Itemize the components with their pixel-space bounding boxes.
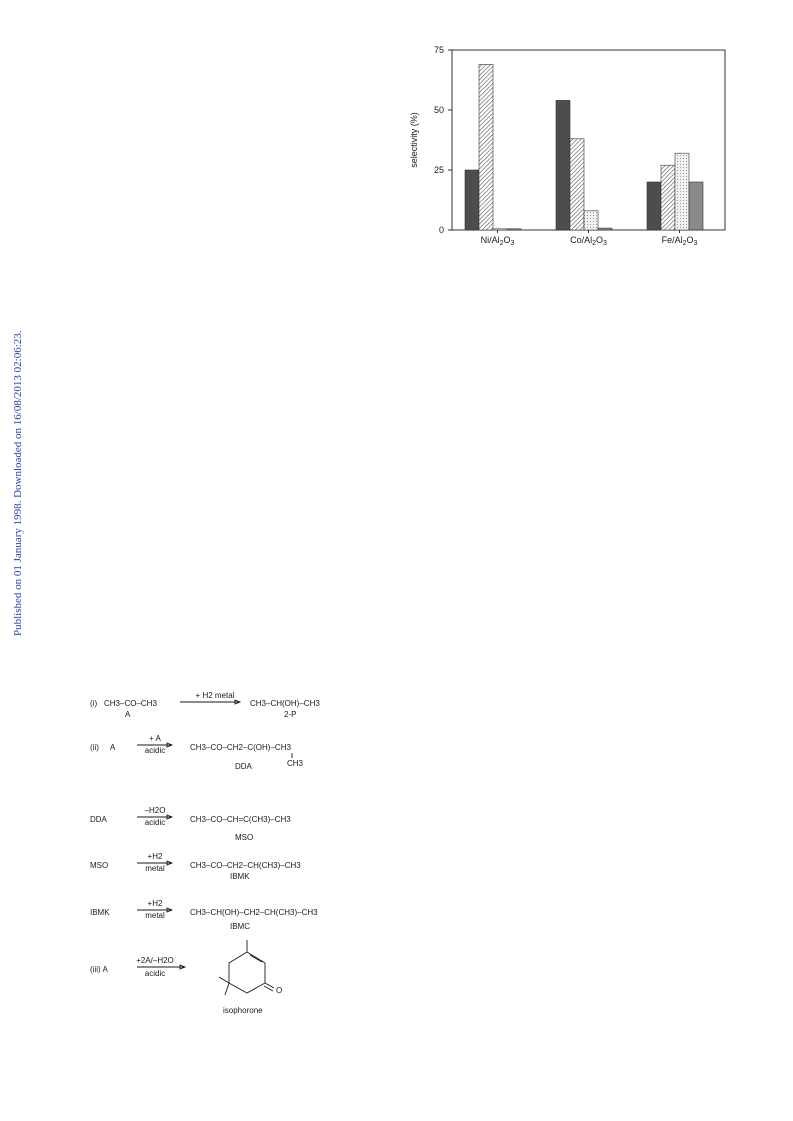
- ibmk-formula: CH3–CO–CH2–CH(CH3)–CH3: [190, 861, 301, 870]
- bar-coal2o3-series-3: [584, 211, 598, 230]
- y-axis-label: selectivity (%): [409, 112, 419, 168]
- x-axis: [481, 230, 698, 247]
- ibmc-label: IBMC: [230, 922, 250, 931]
- arrow-bottom-hydrogenation-2: metal: [145, 911, 165, 920]
- arrow-condition-i: + H2 metal: [195, 691, 235, 700]
- bar-feal2o3-series-1: [647, 182, 661, 230]
- bar-nial2o3-series-4: [507, 229, 521, 230]
- acetone-reactant-ii: A: [110, 743, 116, 752]
- x-tick-label: $Co/Al_2O_3$: [570, 235, 607, 247]
- mso-reactant: MSO: [90, 861, 109, 870]
- scheme-label-iii: (iii) A: [90, 965, 108, 974]
- y-axis: [434, 45, 452, 235]
- y-tick-label: 25: [433, 165, 444, 175]
- arrow-top-iii: +2A/–H2O: [136, 956, 174, 965]
- ibmc-formula: CH3–CH(OH)–CH2–CH(CH3)–CH3: [190, 908, 318, 917]
- bar-coal2o3-series-4: [598, 228, 612, 230]
- dda-reactant: DDA: [90, 815, 107, 824]
- isophorone-label: isophorone: [223, 1006, 263, 1015]
- arrow-top-hydrogenation-1: +H2: [147, 852, 163, 861]
- bar-coal2o3-series-2: [570, 139, 584, 230]
- isophorone-structure: [219, 940, 274, 995]
- x-tick-label: $Ni/Al_2O_3$: [480, 235, 515, 247]
- acetone-formula: CH3–CO–CH3: [104, 699, 157, 708]
- 2-propanol-label: 2-P: [284, 710, 297, 719]
- reaction-scheme: [80, 690, 380, 1020]
- arrow-top-dehydration: –H2O: [144, 806, 166, 815]
- arrow-bottom-dehydration: acidic: [144, 818, 166, 827]
- bar-nial2o3-series-1: [465, 170, 479, 230]
- mso-formula: CH3–CO–CH=C(CH3)–CH3: [190, 815, 291, 824]
- bar-coal2o3-series-1: [556, 100, 570, 230]
- scheme-label-i: (i): [90, 699, 98, 708]
- arrow-bottom-hydrogenation-1: metal: [145, 864, 165, 873]
- bar-nial2o3-series-3: [493, 229, 507, 230]
- isophorone-carbonyl-o: O: [276, 986, 283, 995]
- ibmk-label: IBMK: [230, 872, 250, 881]
- dda-label: DDA: [235, 762, 252, 771]
- bar-feal2o3-series-4: [689, 182, 703, 230]
- acetone-label: A: [125, 710, 131, 719]
- ibmk-reactant: IBMK: [90, 908, 110, 917]
- 2-propanol-formula: CH3–CH(OH)–CH3: [250, 699, 320, 708]
- bar-nial2o3-series-2: [479, 64, 493, 230]
- arrow-bottom-iii: acidic: [144, 969, 166, 978]
- y-tick-label: 75: [433, 45, 444, 55]
- x-tick-label: $Fe/Al_2O_3$: [661, 235, 698, 247]
- arrow-bottom-ii: acidic: [144, 746, 166, 755]
- y-tick-label: 50: [433, 105, 444, 115]
- bar-feal2o3-series-3: [675, 153, 689, 230]
- dda-formula: CH3–CO–CH2–C(OH)–CH3: [190, 743, 291, 752]
- y-tick-label: 0: [438, 225, 444, 235]
- scheme-label-ii: (ii): [90, 743, 99, 752]
- arrow-top-ii: + A: [149, 734, 161, 743]
- bars: [465, 64, 703, 230]
- download-watermark: Published on 01 January 1998. Downloaded on 16/08/2013 02:06:23.: [12, 330, 24, 636]
- dda-methyl: CH3: [287, 759, 304, 768]
- bar-feal2o3-series-2: [661, 165, 675, 230]
- selectivity-bar-chart: [400, 40, 730, 255]
- mso-label: MSO: [235, 833, 254, 842]
- arrow-top-hydrogenation-2: +H2: [147, 899, 163, 908]
